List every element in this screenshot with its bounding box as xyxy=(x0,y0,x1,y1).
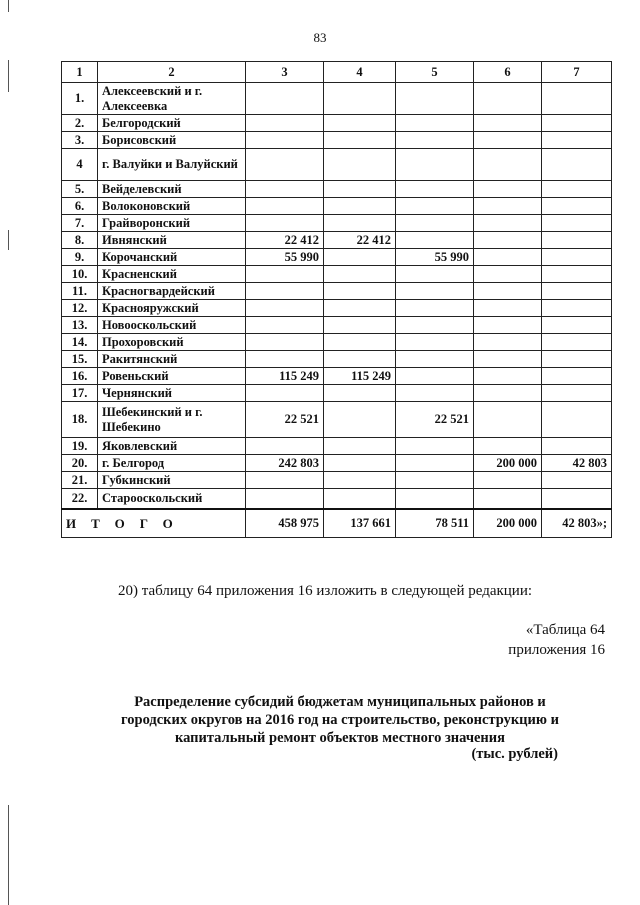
row-number-cell: 5. xyxy=(62,181,98,198)
amount-cell xyxy=(396,232,474,249)
amount-cell xyxy=(324,402,396,438)
amount-cell xyxy=(542,368,612,385)
amount-cell xyxy=(396,181,474,198)
amount-cell xyxy=(396,300,474,317)
amount-cell xyxy=(542,385,612,402)
amount-cell xyxy=(324,181,396,198)
amount-cell xyxy=(396,198,474,215)
district-name-cell: Ивнянский xyxy=(98,232,246,249)
district-name-cell: Новооскольский xyxy=(98,317,246,334)
amount-cell xyxy=(246,83,324,115)
amount-cell xyxy=(246,334,324,351)
row-number-cell: 2. xyxy=(62,115,98,132)
amount-cell: 22 521 xyxy=(246,402,324,438)
amount-cell: 55 990 xyxy=(246,249,324,266)
table-row xyxy=(62,115,612,132)
amount-cell xyxy=(474,232,542,249)
table-row xyxy=(62,149,612,181)
amount-cell xyxy=(474,266,542,283)
table-reference-line: «Таблица 64 xyxy=(525,622,605,638)
district-name-cell: Яковлевский xyxy=(98,438,246,455)
row-number-cell: 1. xyxy=(62,83,98,115)
district-name-cell: Чернянский xyxy=(98,385,246,402)
amount-cell xyxy=(324,334,396,351)
table-row xyxy=(62,215,612,232)
table-row xyxy=(62,402,612,438)
amount-cell: 22 412 xyxy=(324,232,396,249)
amount-cell xyxy=(246,438,324,455)
amount-cell xyxy=(396,132,474,149)
district-name-cell: Красненский xyxy=(98,266,246,283)
page-number: 83 xyxy=(313,30,327,45)
amount-cell xyxy=(542,283,612,300)
amount-cell xyxy=(474,115,542,132)
amount-cell xyxy=(474,83,542,115)
district-name-cell: Белгородский xyxy=(98,115,246,132)
amount-cell xyxy=(246,472,324,489)
amount-cell xyxy=(396,455,474,472)
amount-cell xyxy=(542,334,612,351)
total-value: 78 511 xyxy=(396,509,474,538)
amount-cell: 42 803 xyxy=(542,455,612,472)
district-name-cell: Волоконовский xyxy=(98,198,246,215)
amount-cell xyxy=(324,351,396,368)
district-name-cell: Старооскольский xyxy=(98,489,246,509)
table-row xyxy=(62,317,612,334)
amount-cell xyxy=(324,438,396,455)
amount-cell xyxy=(396,317,474,334)
amount-cell xyxy=(474,317,542,334)
table-title xyxy=(100,693,580,747)
district-name-cell: Прохоровский xyxy=(98,334,246,351)
table-reference xyxy=(508,620,605,660)
amount-cell xyxy=(324,266,396,283)
amount-cell xyxy=(396,385,474,402)
amount-cell xyxy=(246,149,324,181)
amount-cell xyxy=(474,283,542,300)
amount-cell xyxy=(474,215,542,232)
district-name-cell: г. Валуйки и Валуйский xyxy=(98,149,246,181)
amount-cell: 115 249 xyxy=(324,368,396,385)
column-header: 1 xyxy=(62,62,98,83)
amendment-instruction: 20) таблицу 64 приложения 16 изложить в следующей редакции: xyxy=(118,583,533,599)
amount-cell xyxy=(542,149,612,181)
row-number-cell: 11. xyxy=(62,283,98,300)
table-title-line: капитальный ремонт объектов местного значения xyxy=(174,730,505,746)
row-number-cell: 19. xyxy=(62,438,98,455)
amount-cell xyxy=(396,115,474,132)
amount-cell: 242 803 xyxy=(246,455,324,472)
column-header: 6 xyxy=(474,62,542,83)
amount-cell xyxy=(396,368,474,385)
row-number-cell: 18. xyxy=(62,402,98,438)
amount-cell: 115 249 xyxy=(246,368,324,385)
amount-cell: 200 000 xyxy=(474,455,542,472)
amount-cell xyxy=(324,283,396,300)
amount-cell xyxy=(542,198,612,215)
row-number-cell: 12. xyxy=(62,300,98,317)
column-header: 7 xyxy=(542,62,612,83)
amount-cell xyxy=(542,300,612,317)
amount-cell: 22 412 xyxy=(246,232,324,249)
district-name-cell: Ракитянский xyxy=(98,351,246,368)
amount-cell xyxy=(474,472,542,489)
row-number-cell: 4 xyxy=(62,149,98,181)
table-header-row xyxy=(62,62,612,83)
district-name-cell: г. Белгород xyxy=(98,455,246,472)
subsidy-table xyxy=(61,61,612,538)
amount-cell xyxy=(474,368,542,385)
row-number-cell: 9. xyxy=(62,249,98,266)
amount-cell xyxy=(246,266,324,283)
table-title-line: Распределение субсидий бюджетам муниципальных районов и xyxy=(134,694,546,710)
amount-cell xyxy=(474,334,542,351)
table-row xyxy=(62,385,612,402)
amount-cell xyxy=(396,438,474,455)
table-row xyxy=(62,351,612,368)
table-row xyxy=(62,232,612,249)
district-name-cell: Краснояружский xyxy=(98,300,246,317)
amount-cell xyxy=(246,351,324,368)
amount-cell xyxy=(246,132,324,149)
table-row xyxy=(62,300,612,317)
amount-cell xyxy=(246,283,324,300)
table-row xyxy=(62,283,612,300)
row-number-cell: 21. xyxy=(62,472,98,489)
amount-cell xyxy=(542,215,612,232)
amount-cell xyxy=(474,132,542,149)
row-number-cell: 6. xyxy=(62,198,98,215)
amount-cell xyxy=(324,83,396,115)
amount-cell xyxy=(396,83,474,115)
row-number-cell: 7. xyxy=(62,215,98,232)
amount-cell xyxy=(396,266,474,283)
table-row xyxy=(62,181,612,198)
column-header: 3 xyxy=(246,62,324,83)
amount-cell xyxy=(324,115,396,132)
amount-cell xyxy=(324,489,396,509)
column-header: 2 xyxy=(98,62,246,83)
amount-cell xyxy=(324,472,396,489)
amount-cell xyxy=(542,266,612,283)
table-row xyxy=(62,489,612,509)
amount-cell xyxy=(396,351,474,368)
district-name-cell: Шебекинский и г. Шебекино xyxy=(98,402,246,438)
table-title-line: городских округов на 2016 год на строительство, реконструкцию и xyxy=(121,712,559,728)
amount-cell xyxy=(542,83,612,115)
amount-cell xyxy=(324,215,396,232)
table-row xyxy=(62,455,612,472)
amount-cell xyxy=(474,385,542,402)
district-name-cell: Алексеевский и г. Алексеевка xyxy=(98,83,246,115)
total-value: 458 975 xyxy=(246,509,324,538)
table-row xyxy=(62,266,612,283)
amount-cell xyxy=(246,300,324,317)
table-row xyxy=(62,438,612,455)
scan-edge-line xyxy=(8,0,9,12)
amount-cell xyxy=(324,385,396,402)
amount-cell xyxy=(396,283,474,300)
table-row xyxy=(62,472,612,489)
amount-cell xyxy=(474,438,542,455)
row-number-cell: 10. xyxy=(62,266,98,283)
amount-cell xyxy=(474,351,542,368)
total-value: 200 000 xyxy=(474,509,542,538)
amount-cell xyxy=(474,149,542,181)
row-number-cell: 8. xyxy=(62,232,98,249)
amount-cell xyxy=(542,181,612,198)
amount-cell xyxy=(542,249,612,266)
amount-cell xyxy=(246,198,324,215)
amount-cell: 22 521 xyxy=(396,402,474,438)
district-name-cell: Вейделевский xyxy=(98,181,246,198)
row-number-cell: 13. xyxy=(62,317,98,334)
scan-edge-line xyxy=(8,60,9,92)
amount-cell xyxy=(246,317,324,334)
total-label: ИТОГО xyxy=(62,509,246,538)
table-row xyxy=(62,368,612,385)
total-value: 137 661 xyxy=(324,509,396,538)
amount-cell xyxy=(542,132,612,149)
amount-cell xyxy=(474,249,542,266)
amount-cell xyxy=(246,489,324,509)
amount-cell xyxy=(474,300,542,317)
units-label: (тыс. рублей) xyxy=(471,746,558,762)
amount-cell xyxy=(396,215,474,232)
amount-cell xyxy=(474,198,542,215)
amount-cell xyxy=(324,249,396,266)
amount-cell xyxy=(396,334,474,351)
table-row xyxy=(62,132,612,149)
amount-cell xyxy=(246,215,324,232)
row-number-cell: 17. xyxy=(62,385,98,402)
table-row xyxy=(62,334,612,351)
amount-cell xyxy=(474,402,542,438)
district-name-cell: Ровеньский xyxy=(98,368,246,385)
amount-cell xyxy=(246,385,324,402)
column-header: 5 xyxy=(396,62,474,83)
district-name-cell: Грайворонский xyxy=(98,215,246,232)
district-name-cell: Корочанский xyxy=(98,249,246,266)
amount-cell xyxy=(542,115,612,132)
amount-cell: 55 990 xyxy=(396,249,474,266)
amount-cell xyxy=(542,402,612,438)
amount-cell xyxy=(324,132,396,149)
table-reference-line: приложения 16 xyxy=(508,642,605,658)
amount-cell xyxy=(246,115,324,132)
row-number-cell: 15. xyxy=(62,351,98,368)
scan-edge-line xyxy=(8,230,9,250)
table-row xyxy=(62,249,612,266)
total-value: 42 803»; xyxy=(542,509,612,538)
amount-cell xyxy=(324,455,396,472)
district-name-cell: Губкинский xyxy=(98,472,246,489)
amount-cell xyxy=(396,472,474,489)
amount-cell xyxy=(542,351,612,368)
amount-cell xyxy=(542,232,612,249)
row-number-cell: 20. xyxy=(62,455,98,472)
amount-cell xyxy=(396,149,474,181)
amount-cell xyxy=(246,181,324,198)
amount-cell xyxy=(542,317,612,334)
row-number-cell: 14. xyxy=(62,334,98,351)
table-body xyxy=(62,62,612,509)
table-row xyxy=(62,198,612,215)
amount-cell xyxy=(542,438,612,455)
column-header: 4 xyxy=(324,62,396,83)
row-number-cell: 16. xyxy=(62,368,98,385)
amount-cell xyxy=(542,472,612,489)
amount-cell xyxy=(474,489,542,509)
table-row xyxy=(62,83,612,115)
row-number-cell: 3. xyxy=(62,132,98,149)
amount-cell xyxy=(324,317,396,334)
total-row xyxy=(62,509,612,538)
amount-cell xyxy=(324,198,396,215)
scan-edge-line xyxy=(8,805,9,905)
amount-cell xyxy=(324,149,396,181)
row-number-cell: 22. xyxy=(62,489,98,509)
amount-cell xyxy=(474,181,542,198)
amount-cell xyxy=(396,489,474,509)
amount-cell xyxy=(324,300,396,317)
district-name-cell: Красногвардейский xyxy=(98,283,246,300)
district-name-cell: Борисовский xyxy=(98,132,246,149)
amount-cell xyxy=(542,489,612,509)
